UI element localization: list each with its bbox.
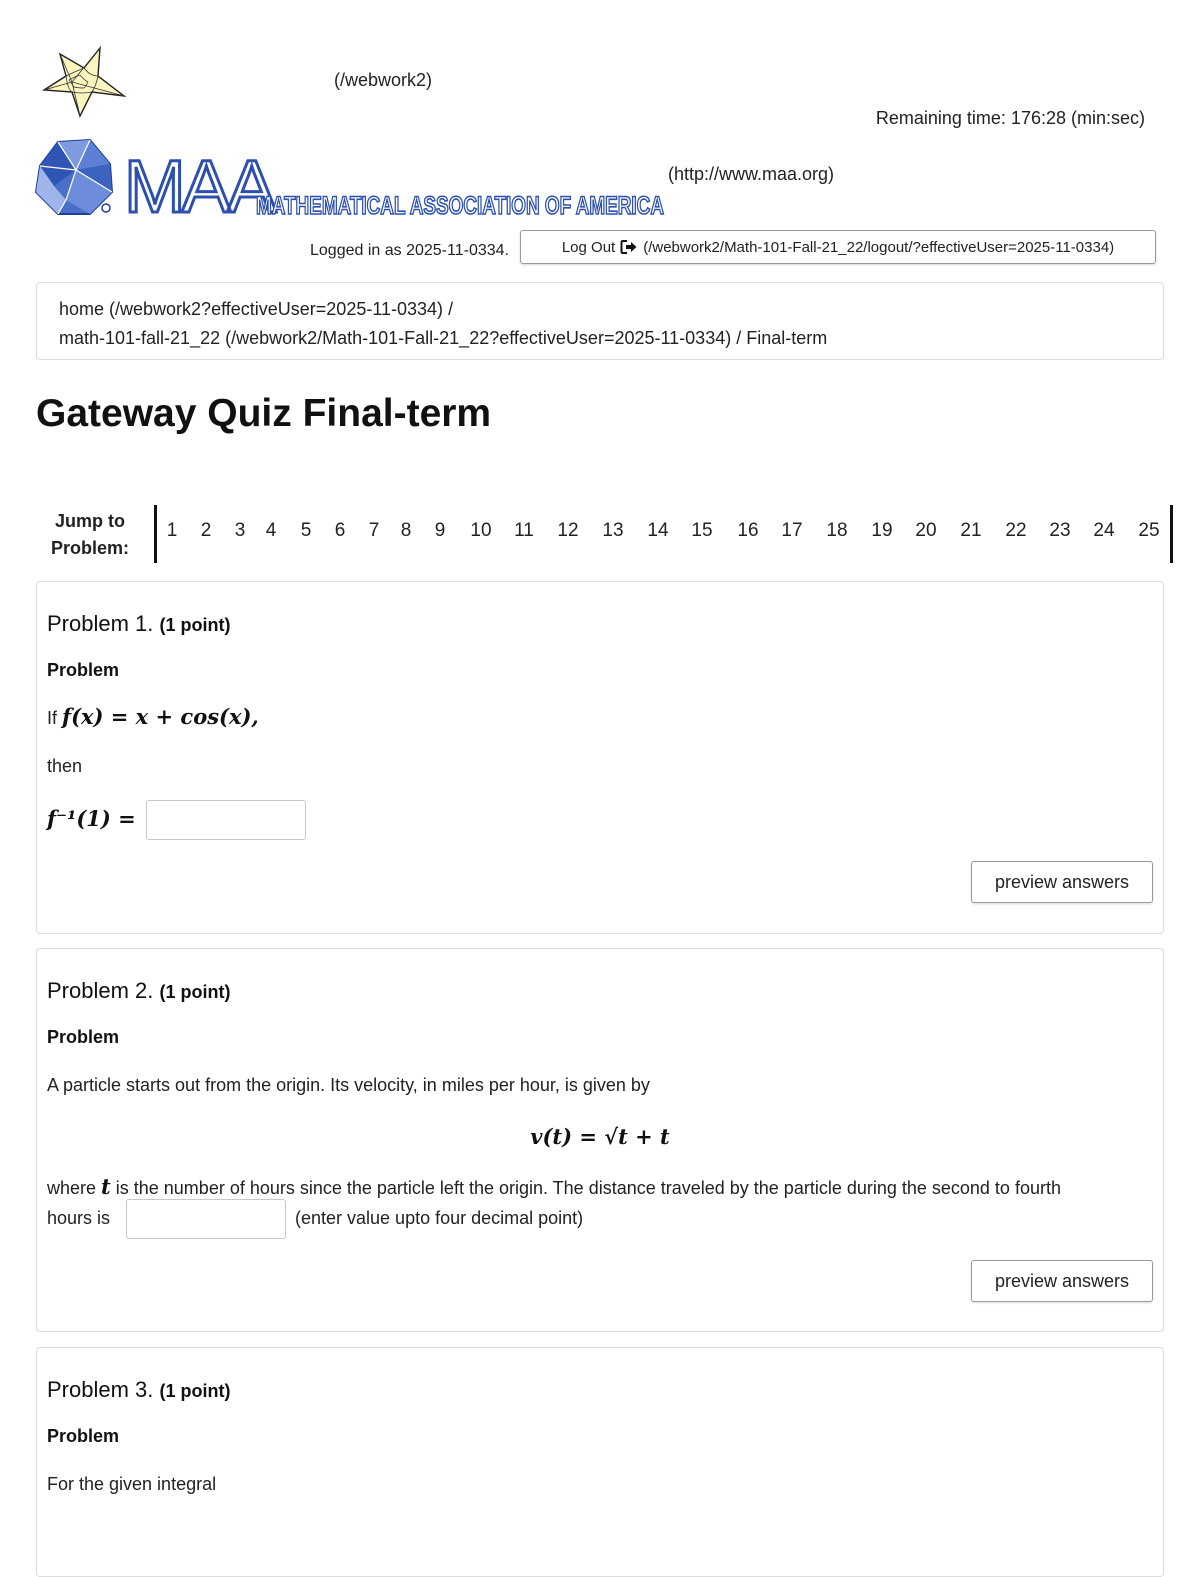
jump-problem-link[interactable]: 1 [166, 520, 178, 541]
logout-icon [620, 239, 638, 255]
problem-subtitle: Problem [47, 1027, 120, 1047]
jump-problem-link[interactable]: 21 [960, 520, 982, 541]
problem-statement-where [47, 1174, 1061, 1199]
breadcrumb-current: Final-term [746, 328, 828, 348]
jump-problem-link[interactable]: 13 [602, 520, 624, 541]
problem-number: Problem 2. [47, 978, 154, 1003]
jump-problem-link[interactable]: 3 [234, 520, 246, 541]
jump-problem-link[interactable]: 6 [334, 520, 346, 541]
jump-problem-link[interactable]: 11 [514, 520, 534, 541]
jump-bar-divider [154, 505, 157, 563]
jump-problem-link[interactable]: 19 [871, 520, 893, 541]
jump-problem-link[interactable]: 25 [1138, 520, 1160, 541]
function-definition-math: f(x) = x + cos(x), [62, 704, 259, 729]
jump-problem-link[interactable]: 14 [647, 520, 669, 541]
problem-points: (1 point) [159, 1381, 231, 1401]
page-title: Gateway Quiz Final-term [36, 392, 492, 435]
preview-answers-button[interactable]: preview answers [971, 1260, 1153, 1302]
logged-in-as: Logged in as 2025-11-0334. [310, 242, 509, 259]
jump-problem-link[interactable]: 22 [1005, 520, 1027, 541]
logout-url: (/webwork2/Math-101-Fall-21_22/logout/?effectiveUser=2025-11-0334) [643, 238, 1115, 256]
problem-title [47, 611, 231, 637]
breadcrumb-course-link[interactable]: math-101-fall-21_22 (/webwork2/Math-101-Fall-21_22?effectiveUser=2025-11-0334) [59, 328, 732, 348]
jump-label-line2: Problem: [50, 538, 129, 558]
where-text: is the number of hours since the particle left the origin. The distance traveled by the particle during the second to fourth [115, 1178, 1061, 1198]
jump-problem-link[interactable]: 24 [1093, 520, 1115, 541]
problem-points: (1 point) [159, 615, 231, 635]
answer-input-2[interactable] [126, 1199, 286, 1239]
answer-label-math: f⁻¹(1) = [47, 806, 136, 831]
logout-button[interactable] [520, 230, 1156, 264]
problem-statement-line [47, 704, 259, 729]
jump-problem-link[interactable]: 15 [691, 520, 713, 541]
jump-problem-link[interactable]: 9 [434, 520, 446, 541]
jump-problem-link[interactable]: 7 [368, 520, 380, 541]
answer-input-1[interactable] [146, 800, 306, 840]
breadcrumb-separator: / [736, 328, 742, 348]
breadcrumb [36, 282, 1164, 360]
remaining-time: Remaining time: 176:28 (min:sec) [875, 108, 1145, 128]
statement-prefix: If [47, 708, 58, 728]
problem-title [47, 978, 231, 1004]
jump-problem-link[interactable]: 8 [400, 520, 412, 541]
jump-problem-link[interactable]: 23 [1049, 520, 1071, 541]
jump-problem-link[interactable]: 17 [781, 520, 803, 541]
problem-statement: For the given integral [47, 1474, 217, 1494]
maa-logo-icon[interactable] [32, 136, 672, 228]
problem-panel-2 [36, 948, 1164, 1332]
problem-number: Problem 3. [47, 1377, 154, 1402]
maa-logo-subtitle: MATHEMATICAL ASSOCIATION OF AMERICA [256, 192, 664, 220]
breadcrumb-separator: / [448, 299, 454, 319]
preview-answers-button[interactable]: preview answers [971, 861, 1153, 903]
jump-problem-link[interactable]: 4 [265, 520, 277, 541]
breadcrumb-home-link[interactable]: home (/webwork2?effectiveUser=2025-11-0334) [59, 299, 444, 319]
problem-title [47, 1377, 231, 1403]
jump-bar-divider [1170, 505, 1173, 563]
velocity-formula-math: v(t) = √t + t [530, 1124, 670, 1149]
jump-problem-link[interactable]: 20 [915, 520, 937, 541]
jump-problem-link[interactable]: 18 [826, 520, 848, 541]
problem-statement-then: then [47, 756, 83, 776]
problem-subtitle: Problem [47, 1426, 120, 1446]
problem-number: Problem 1. [47, 611, 154, 636]
problem-subtitle: Problem [47, 660, 120, 680]
maa-site-link[interactable]: (http://www.maa.org) [668, 164, 835, 184]
variable-t-math: t [101, 1174, 111, 1199]
jump-problem-link[interactable]: 16 [737, 520, 759, 541]
problem-panel-3 [36, 1347, 1164, 1577]
hours-is-label: hours is [47, 1208, 111, 1228]
jump-problem-link[interactable]: 2 [200, 520, 212, 541]
problem-points: (1 point) [159, 982, 231, 1002]
jump-problem-link[interactable]: 12 [557, 520, 579, 541]
logout-label: Log Out [561, 238, 616, 256]
jump-problem-list [160, 520, 1170, 550]
jump-label-line1: Jump to [55, 511, 125, 531]
jump-problem-link[interactable]: 10 [470, 520, 492, 541]
answer-hint: (enter value upto four decimal point) [295, 1208, 584, 1228]
maa-logo-wordmark: MAA [124, 145, 273, 228]
problem-statement: A particle starts out from the origin. Its velocity, in miles per hour, is given by [47, 1075, 650, 1095]
jump-problem-link[interactable]: 5 [300, 520, 312, 541]
problem-panel-1 [36, 581, 1164, 934]
webwork-home-link[interactable]: (/webwork2) [334, 70, 433, 90]
webwork-logo-icon[interactable] [40, 46, 126, 118]
jump-to-problem-label [46, 508, 134, 562]
where-prefix: where [47, 1178, 97, 1198]
